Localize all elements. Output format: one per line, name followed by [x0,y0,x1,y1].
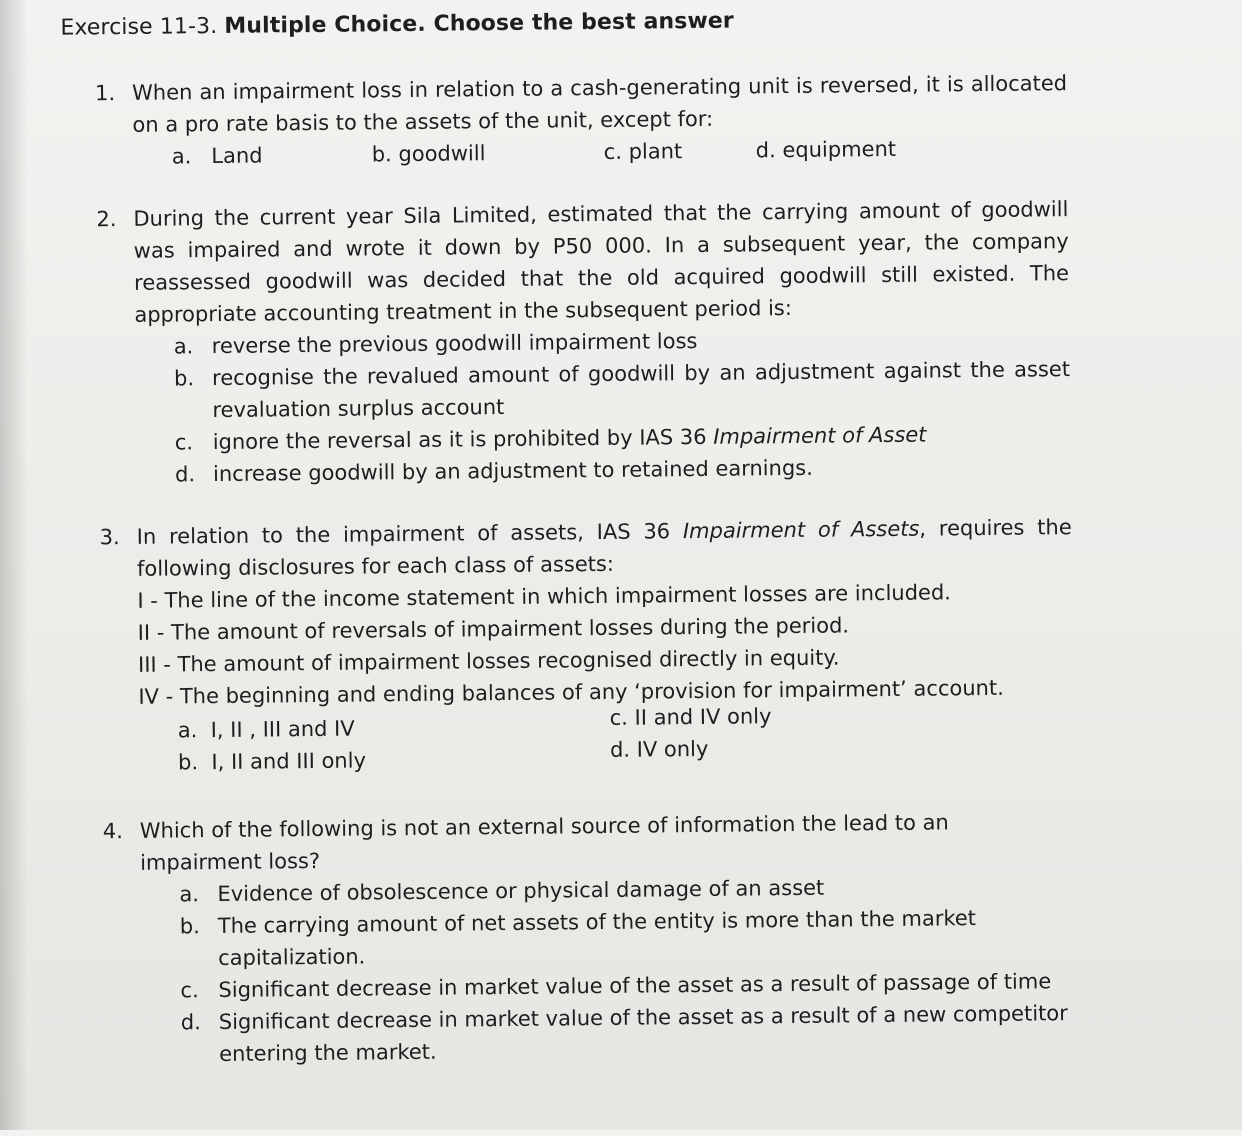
option-letter: d. [609,737,631,762]
option-letter: d. [174,462,196,487]
option-letter: b. [173,366,195,391]
exercise-label: Exercise 11-3. [60,13,218,41]
statement-1: I - The line of the income statement in which impairment losses are included. [137,580,952,613]
question-3 [100,511,1075,777]
statement-3: III - The amount of impairment losses recognised directly in equity. [137,645,840,677]
question-2 [96,193,1071,491]
option-letter: a. [171,144,192,169]
option-text: I, II , III and IV [210,716,355,743]
option-letter: a. [179,882,200,907]
question-text-italic: Impairment of Assets [682,516,920,544]
option-text: Land [211,143,263,169]
option-text-italic: Impairment of Asset [713,422,927,449]
option-letter: c. [180,978,199,1003]
option-text: The carrying amount of net assets of the entity is more than the market capitalization. [217,906,977,971]
option-3b[interactable] [178,744,366,778]
option-text: IV only [636,736,709,762]
option-4b[interactable] [180,902,985,974]
statement-4: IV - The beginning and ending balances of any ‘provision for impairment’ account. [138,675,1004,709]
option-1a[interactable] [172,140,263,173]
statement-2: II - The amount of reversals of impairment losses during the period. [137,613,850,645]
question-1 [95,67,1068,173]
option-letter: c. [609,705,629,730]
question-text: Which of the following is not an external source of information the lead to an impairment loss? [139,810,949,875]
option-1c[interactable] [604,135,683,168]
question-number: 1. [94,81,116,106]
question-text: When an impairment loss in relation to a cash-generating unit is reversed, it is allocated on a pro rate basis to the assets of the unit, except for: [131,71,1068,137]
option-1b[interactable] [372,137,486,170]
option-text: goodwill [398,141,486,167]
exercise-instruction: Multiple Choice. Choose the best answer [224,8,734,39]
option-3a[interactable] [178,713,355,747]
exercise-title [60,9,734,41]
option-4d[interactable] [181,997,1076,1070]
option-text: Significant decrease in market value of the asset as a result of passage of time [218,969,1052,1003]
option-letter: c. [174,430,194,455]
question-4 [102,806,1068,1071]
option-text: recognise the revalued amount of goodwill by an adjustment against the asset revaluation surplus account [211,357,1071,423]
question-text: During the current year Sila Limited, estimated that the carrying amount of goodwill was impaired and wrote it down by P50 000. In a subsequent year, the company reassessed goodwill was decided that the old acquired goodwill still existed. The appropriate accounting treatment in the subsequent period is: [133,197,1070,327]
option-letter: b. [371,142,392,167]
option-text: Evidence of obsolescence or physical damage of an asset [217,875,825,907]
option-letter: c. [603,139,623,164]
option-text: I, II and III only [211,748,367,775]
option-letter: a. [177,718,198,743]
option-text: plant [628,139,683,164]
option-text: Significant decrease in market value of the asset as a result of a new competitor entering the market. [218,1001,1068,1067]
question-text-tail: , requires the following disclosures for each class of assets: [136,515,1072,581]
option-text: increase goodwill by an adjustment to retained earnings. [212,455,813,487]
option-3d[interactable] [610,733,709,766]
option-letter: b. [177,750,199,775]
option-letter: d. [755,138,776,163]
option-letter: d. [180,1010,201,1035]
option-text: ignore the reversal as it is prohibited by IAS 36 [212,424,707,455]
question-number: 2. [96,207,117,232]
options-grid [102,703,1075,777]
option-text: reverse the previous goodwill impairment loss [211,328,698,359]
option-text: equipment [782,136,897,163]
option-2b[interactable] [174,353,1071,426]
question-text-lead: In relation to the impairment of assets, IAS 36 [136,519,671,549]
option-1d[interactable] [756,133,897,166]
option-letter: b. [179,914,200,939]
question-number: 4. [102,819,123,844]
question-text [137,511,1073,585]
question-number: 3. [99,525,120,550]
option-letter: a. [173,334,194,359]
option-text: II and IV only [634,704,772,730]
option-3c[interactable] [609,700,771,734]
